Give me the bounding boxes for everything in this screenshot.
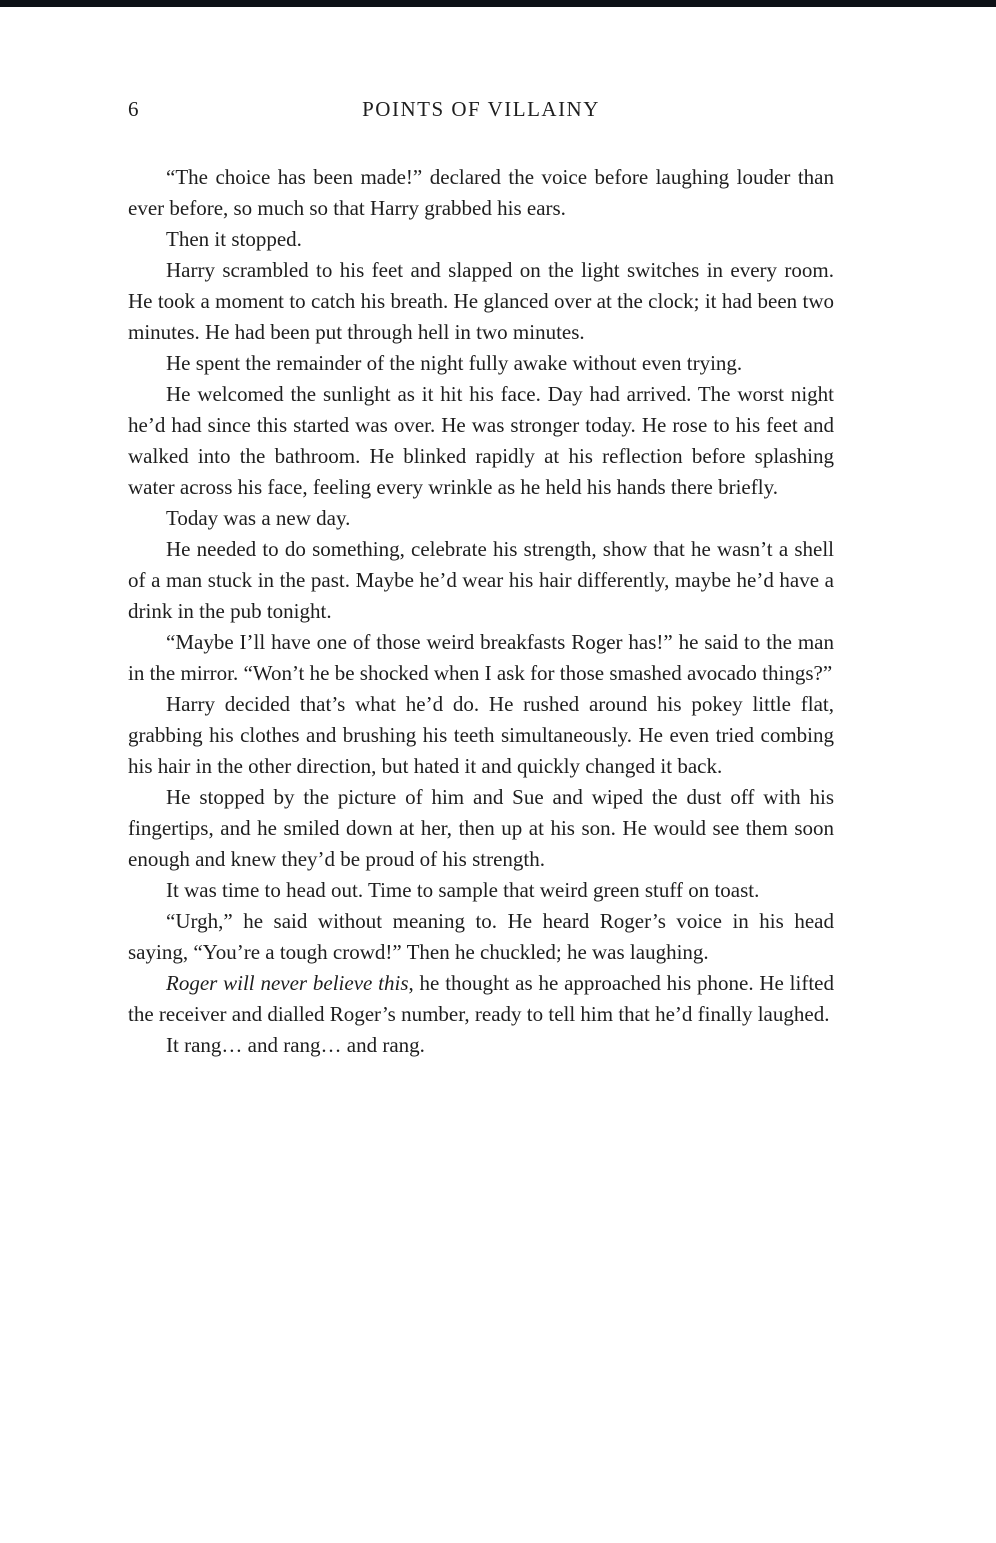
- page-body: [128, 162, 834, 1061]
- paragraph: [128, 968, 834, 1030]
- paragraph: It rang… and rang… and rang.: [166, 1033, 425, 1057]
- chapter-title: POINTS OF VILLAINY: [362, 97, 600, 121]
- paragraph: Harry scrambled to his feet and slapped on the light switches in every room. He took a moment to catch his breath. He glanced over at the clock; it had been two minutes. He had been put through hell in two minutes.: [128, 258, 834, 344]
- paragraph: He welcomed the sunlight as it hit his face. Day had arrived. The worst night he’d had since this started was over. He was stronger today. He rose to his feet and walked into the bathroom. He blinked rapidly at his reflection before splashing water across his face, feeling every wrinkle as he held his hands there briefly.: [128, 382, 834, 499]
- paragraph: Today was a new day.: [166, 506, 351, 530]
- paragraph: Then it stopped.: [166, 227, 302, 251]
- paragraph: “Urgh,” he said without meaning to. He heard Roger’s voice in his head saying, “You’re a tough crowd!” Then he chuckled; he was laughing.: [128, 909, 834, 964]
- paragraph: It was time to head out. Time to sample that weird green stuff on toast.: [166, 878, 760, 902]
- paragraph: “Maybe I’ll have one of those weird breakfasts Roger has!” he said to the man in the mirror. “Won’t he be shocked when I ask for those smashed avocado things?”: [128, 630, 834, 685]
- paragraph: “The choice has been made!” declared the voice before laughing louder than ever before, so much so that Harry grabbed his ears.: [128, 165, 834, 220]
- paragraph: Harry decided that’s what he’d do. He rushed around his pokey little flat, grabbing his clothes and brushing his teeth simultaneously. He even tried combing his hair in the other direction, but hated it and quickly changed it back.: [128, 692, 834, 778]
- book-page: [0, 96, 996, 1061]
- page-number: 6: [128, 97, 139, 121]
- paragraph: He stopped by the picture of him and Sue and wiped the dust off with his fingertips, and he smiled down at her, then up at his son. He would see them soon enough and knew they’d be proud of his strength.: [128, 785, 834, 871]
- paragraph: He needed to do something, celebrate his strength, show that he wasn’t a shell of a man stuck in the past. Maybe he’d wear his hair differently, maybe he’d have a drink in the pub tonight.: [128, 537, 834, 623]
- paragraph: He spent the remainder of the night fully awake without even trying.: [166, 351, 743, 375]
- paragraph-continuation: , he thought as he approached his phone. He lifted the receiver and dialled Roger’s number, ready to tell him that he’d finally laughed.: [128, 971, 834, 1026]
- italic-thought-lead: Roger will never believe this: [166, 971, 409, 995]
- top-black-bar: [0, 0, 996, 7]
- running-header: [128, 96, 834, 122]
